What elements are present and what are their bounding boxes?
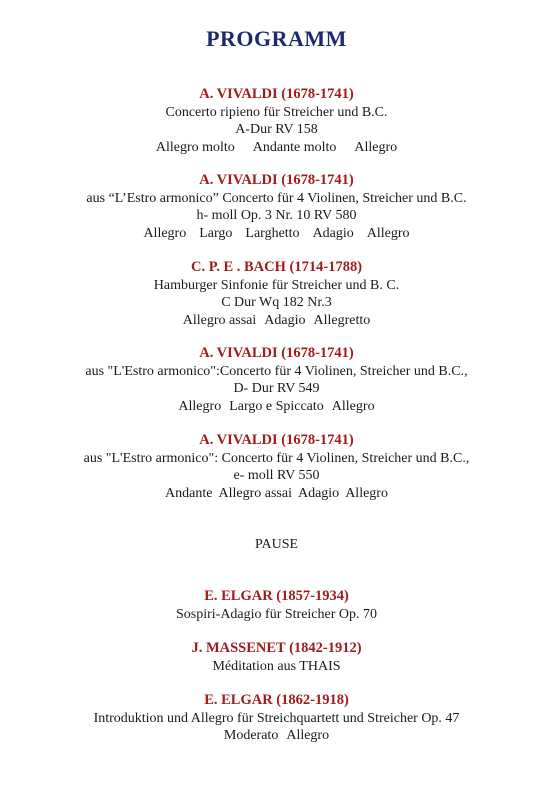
movements-line	[0, 485, 553, 503]
work-description-line: h- moll Op. 3 Nr. 10 RV 580	[196, 208, 357, 223]
work-description-line: Méditation aus THAIS	[212, 658, 341, 674]
movement: Allegro	[366, 225, 410, 241]
movement: Largo	[199, 225, 233, 241]
work-description-line: Hamburger Sinfonie für Streicher und B. C.	[153, 277, 400, 293]
composer-heading: A. VIVALDI (1678-1741)	[199, 345, 354, 361]
movement: Allegro molto	[155, 139, 235, 155]
movement: Allegro	[331, 398, 375, 414]
program-item	[0, 588, 553, 623]
movements-line	[0, 312, 553, 330]
movements-line	[0, 225, 553, 243]
composer-heading: E. ELGAR (1862-1918)	[204, 692, 349, 708]
movement: Adagio	[312, 225, 354, 241]
composer-heading: C. P. E . BACH (1714-1788)	[190, 259, 363, 275]
movement: Moderato	[223, 728, 279, 743]
work-description-line: Sospiri-Adagio für Streicher Op. 70	[175, 606, 378, 622]
movement: Larghetto	[245, 225, 300, 241]
composer-heading: E. ELGAR (1857-1934)	[204, 588, 349, 604]
program-item	[0, 640, 553, 675]
movements-line	[0, 398, 553, 416]
movement: Allegro	[354, 139, 398, 155]
work-description-line: Introduktion und Allegro für Streichquartett und Streicher Op. 47	[93, 710, 460, 726]
movement: Andante	[165, 485, 213, 501]
program-item	[0, 432, 553, 502]
movement: Allegro	[286, 728, 330, 743]
work-description-line: C Dur Wq 182 Nr.3	[221, 295, 332, 310]
movements-line	[0, 727, 553, 745]
work-description-line: aus "L'Estro armonico":Concerto für 4 Violinen, Streicher und B.C.,	[85, 363, 468, 379]
program-item	[0, 692, 553, 745]
composer-heading: A. VIVALDI (1678-1741)	[199, 432, 354, 448]
movement: Allegro	[345, 485, 388, 501]
work-description-line: D- Dur RV 549	[233, 381, 320, 396]
movement: Allegro	[143, 225, 187, 241]
page-title: PROGRAMM	[206, 26, 347, 51]
composer-heading: A. VIVALDI (1678-1741)	[199, 172, 354, 188]
movement: Largo e Spiccato	[229, 398, 324, 414]
movement: Allegro	[178, 398, 222, 414]
movement: Allegretto	[313, 312, 371, 328]
program-item	[0, 86, 553, 156]
pause-label: PAUSE	[254, 537, 299, 552]
work-description-line: A-Dur RV 158	[235, 122, 318, 137]
movement: Adagio	[297, 485, 340, 501]
work-description-line: Concerto ripieno für Streicher und B.C.	[165, 104, 388, 120]
program-item	[0, 172, 553, 242]
composer-heading: A. VIVALDI (1678-1741)	[199, 86, 354, 102]
movement: Allegro assai	[218, 485, 292, 501]
composer-heading: J. MASSENET (1842-1912)	[191, 640, 362, 656]
movement: Allegro assai	[182, 312, 257, 328]
work-description-line: e- moll RV 550	[233, 468, 320, 483]
work-description-line: aus "L'Estro armonico": Concerto für 4 Violinen, Streicher und B.C.,	[83, 450, 470, 466]
work-description-line: aus “L’Estro armonico” Concerto für 4 Violinen, Streicher und B.C.	[86, 190, 467, 206]
program-item	[0, 345, 553, 415]
movement: Andante molto	[252, 139, 337, 155]
movements-line	[0, 139, 553, 157]
program-item	[0, 259, 553, 329]
movement: Adagio	[264, 312, 306, 328]
